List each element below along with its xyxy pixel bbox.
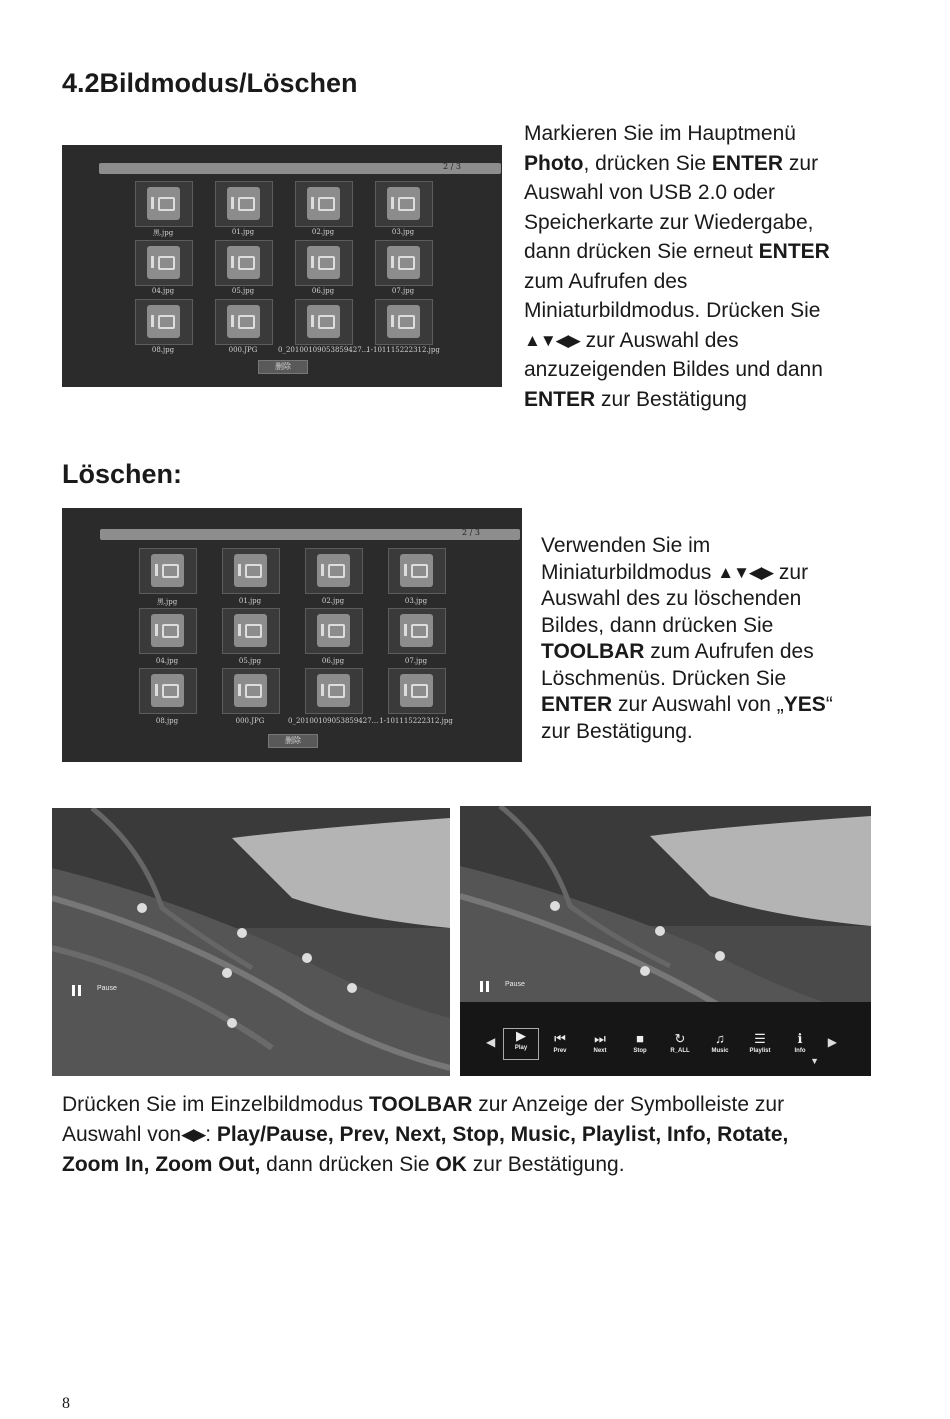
toolbar-button-stop[interactable] [623, 1032, 657, 1056]
thumbnail-item[interactable] [375, 299, 433, 345]
text-line: Bildes, dann drücken Sie [541, 613, 774, 637]
pause-icon [480, 981, 483, 992]
thumbnail-caption: 000.JPG [228, 346, 258, 354]
thumbnail-item[interactable] [135, 299, 193, 345]
toolbar-button-play[interactable] [503, 1028, 539, 1060]
thumbnail-item[interactable] [295, 299, 353, 345]
text-line: Speicherkarte zur Wiedergabe, [524, 210, 814, 234]
prev-icon: ⏮ [554, 1031, 566, 1046]
text-line: zum Aufrufen des [524, 269, 688, 293]
progress-bar [100, 529, 520, 540]
text-span: Drücken Sie im Einzelbildmodus [62, 1093, 369, 1116]
thumbnail-caption: 07.jpg [391, 287, 415, 295]
bold-word: ENTER [711, 151, 784, 175]
scroll-right-icon[interactable]: ▶ [827, 1035, 837, 1049]
thumbnail-item[interactable] [305, 668, 363, 714]
playback-toolbar [460, 1002, 871, 1076]
photo-icon [147, 246, 180, 279]
page-number: 8 [62, 1395, 70, 1412]
section3-text [62, 1090, 892, 1180]
text-line: Löschmenüs. Drücken Sie [541, 666, 787, 690]
toolbar-label: Info [794, 1048, 806, 1054]
photo-icon [317, 674, 350, 707]
thumbnail-caption: 黑.jpg [156, 598, 178, 606]
thumbnail-caption: 03.jpg [391, 228, 415, 236]
thumbnail-caption: 黑.jpg [152, 229, 174, 237]
next-icon: ⏭ [594, 1031, 606, 1046]
text-line [541, 692, 941, 719]
toolbar-label: Stop [633, 1048, 647, 1054]
thumbnail-item[interactable] [375, 181, 433, 227]
photo-icon [387, 187, 420, 220]
arrow-keys-icon: ◀▶ [181, 1125, 206, 1144]
toolbar-button-music[interactable] [703, 1032, 737, 1056]
photo-icon [147, 305, 180, 338]
thumbnail-caption: 1-101115222312.jpg [379, 717, 453, 725]
text-span: , drücken Sie [583, 151, 712, 175]
text-line [62, 1120, 892, 1150]
thumbnail-item[interactable] [215, 240, 273, 286]
info-icon: ℹ [797, 1031, 803, 1046]
toolbar-label: Next [593, 1048, 607, 1054]
photo-icon [307, 246, 340, 279]
thumbnail-item[interactable] [215, 181, 273, 227]
bold-word: Photo [524, 151, 584, 175]
text-line: anzuzeigenden Bildes und dann [524, 358, 823, 381]
photo-icon [234, 674, 267, 707]
thumbnail-caption: 0_20100109053859427... [278, 346, 368, 354]
thumbnail-caption: 05.jpg [231, 287, 255, 295]
thumbnail-screen-2 [62, 508, 522, 762]
photo-icon [227, 246, 260, 279]
pause-icon [486, 981, 489, 992]
text-span: zur Auswahl des [579, 328, 739, 352]
photo-icon [387, 246, 420, 279]
toolbar-button-next[interactable] [583, 1032, 617, 1056]
delete-button[interactable]: 删除 [258, 360, 308, 374]
rall-icon: ↻ [674, 1031, 686, 1046]
toolbar-label: Prev [553, 1048, 567, 1054]
text-line: Auswahl des zu löschenden [541, 587, 802, 610]
thumbnail-item[interactable] [139, 668, 197, 714]
thumbnail-item[interactable] [295, 181, 353, 227]
thumbnail-item[interactable] [388, 548, 446, 594]
text-line [524, 149, 944, 179]
section1-text [524, 119, 944, 414]
thumbnail-caption: 04.jpg [155, 657, 179, 665]
arrow-keys-icon: ▲▼◀▶ [717, 562, 774, 582]
thumbnail-caption: 06.jpg [311, 287, 335, 295]
toolbar-label: R_ALL [670, 1048, 690, 1054]
text-span: zur [783, 151, 819, 175]
thumbnail-item[interactable] [139, 608, 197, 654]
photo-toolbar [460, 806, 871, 1076]
play-icon: ▶ [516, 1028, 526, 1043]
thumbnail-item[interactable] [215, 299, 273, 345]
stop-icon: ■ [636, 1031, 644, 1046]
photo-icon [227, 187, 260, 220]
bold-word: ENTER [524, 387, 596, 411]
thumbnail-caption: 04.jpg [151, 287, 175, 295]
thumbnail-screen-1 [62, 145, 502, 387]
photo-icon [151, 554, 184, 587]
text-line [541, 639, 941, 666]
photo-icon [400, 614, 433, 647]
text-span: : [205, 1123, 217, 1146]
toolbar-label: Play [514, 1045, 528, 1051]
bold-word: Play/Pause, Prev, Next, Stop, Music, Playlist, Info, Rotate, [216, 1123, 789, 1146]
text-line: Markieren Sie im Hauptmenü [524, 122, 796, 145]
thumbnail-caption: 02.jpg [311, 228, 335, 236]
text-line [524, 385, 944, 415]
section-title-bildmodus: 4.2Bildmodus/Löschen [62, 68, 358, 98]
thumbnail-item[interactable] [222, 608, 280, 654]
bold-word: Zoom In, Zoom Out, [62, 1153, 261, 1176]
thumbnail-caption: 07.jpg [404, 657, 428, 665]
bold-word: TOOLBAR [541, 640, 645, 663]
pause-icon [72, 985, 75, 996]
tea-field-photo [52, 808, 450, 1076]
photo-icon [317, 554, 350, 587]
toolbar-button-playlist[interactable] [743, 1032, 777, 1056]
thumbnail-caption: 0_20100109053859427... [288, 717, 378, 725]
thumbnail-caption: 08.jpg [155, 717, 179, 725]
thumbnail-caption: 02.jpg [321, 597, 345, 605]
text-line: Verwenden Sie im [541, 534, 711, 557]
text-line [524, 326, 944, 356]
page-indicator: 2 / 3 [443, 162, 461, 171]
page-indicator: 2 / 3 [462, 528, 480, 537]
thumbnail-item[interactable] [305, 608, 363, 654]
text-line [62, 1090, 892, 1120]
pause-icon [78, 985, 81, 996]
thumbnail-caption: 01.jpg [238, 597, 262, 605]
thumbnail-item[interactable] [135, 181, 193, 227]
music-icon: ♫ [715, 1031, 725, 1046]
photo-icon [151, 674, 184, 707]
chevron-down-icon[interactable]: ▼ [810, 1056, 819, 1066]
bold-word: ENTER [541, 693, 613, 716]
text-line [524, 237, 944, 267]
toolbar-label: Music [711, 1048, 729, 1054]
text-span: zum Aufrufen des [644, 640, 814, 663]
photo-icon [234, 614, 267, 647]
photo-icon [307, 305, 340, 338]
text-span: zur Anzeige der Symbolleiste zur [472, 1093, 785, 1116]
text-span: “ [825, 693, 833, 716]
text-span: Miniaturbildmodus [541, 560, 718, 584]
thumbnail-item[interactable] [388, 668, 446, 714]
thumbnail-caption: 05.jpg [238, 657, 262, 665]
bold-word: TOOLBAR [368, 1093, 473, 1116]
thumbnail-item[interactable] [222, 548, 280, 594]
text-line [62, 1150, 892, 1180]
thumbnail-caption: 06.jpg [321, 657, 345, 665]
scroll-left-icon[interactable]: ◀ [486, 1035, 496, 1049]
bold-word: OK [435, 1153, 467, 1176]
thumbnail-item[interactable] [295, 240, 353, 286]
text-line: Auswahl von USB 2.0 oder [524, 181, 775, 204]
photo-paused [52, 808, 450, 1076]
text-line [541, 560, 941, 587]
thumbnail-caption: 000.JPG [235, 717, 265, 725]
thumbnail-caption: 03.jpg [404, 597, 428, 605]
arrow-keys-icon: ▲▼◀▶ [524, 330, 580, 350]
photo-icon [400, 674, 433, 707]
bold-word: YES [783, 693, 826, 716]
photo-icon [400, 554, 433, 587]
text-span: zur Bestätigung [595, 387, 747, 411]
thumbnail-item[interactable] [375, 240, 433, 286]
photo-icon [387, 305, 420, 338]
pause-label: Pause [505, 981, 525, 988]
thumbnail-item[interactable] [305, 548, 363, 594]
playlist-icon: ☰ [754, 1031, 766, 1046]
pause-label: Pause [97, 985, 117, 992]
bold-word: ENTER [758, 240, 830, 263]
photo-icon [307, 187, 340, 220]
thumbnail-item[interactable] [139, 548, 197, 594]
toolbar-button-rall[interactable] [663, 1032, 697, 1056]
text-span: zur [773, 560, 809, 584]
delete-button[interactable]: 删除 [268, 734, 318, 748]
text-line: zur Bestätigung. [541, 719, 693, 743]
thumbnail-caption: 1-101115222312.jpg [366, 346, 440, 354]
photo-icon [317, 614, 350, 647]
text-span: Auswahl von [62, 1123, 182, 1146]
photo-icon [234, 554, 267, 587]
text-span: zur Bestätigung. [466, 1153, 625, 1176]
thumbnail-caption: 08.jpg [151, 346, 175, 354]
toolbar-label: Playlist [749, 1048, 771, 1054]
text-span: zur Auswahl von „ [612, 693, 784, 716]
photo-icon [151, 614, 184, 647]
photo-icon [147, 187, 180, 220]
text-span: dann drücken Sie [260, 1153, 436, 1176]
text-span: dann drücken Sie erneut [524, 240, 759, 263]
text-line: Miniaturbildmodus. Drücken Sie [524, 299, 821, 322]
section-title-loeschen: Löschen: [62, 459, 183, 489]
thumbnail-item[interactable] [222, 668, 280, 714]
progress-bar [99, 163, 501, 174]
section2-text [541, 533, 941, 745]
toolbar-button-prev[interactable] [543, 1032, 577, 1056]
photo-icon [227, 305, 260, 338]
thumbnail-item[interactable] [388, 608, 446, 654]
toolbar-button-info[interactable] [783, 1032, 817, 1056]
thumbnail-caption: 01.jpg [231, 228, 255, 236]
thumbnail-item[interactable] [135, 240, 193, 286]
